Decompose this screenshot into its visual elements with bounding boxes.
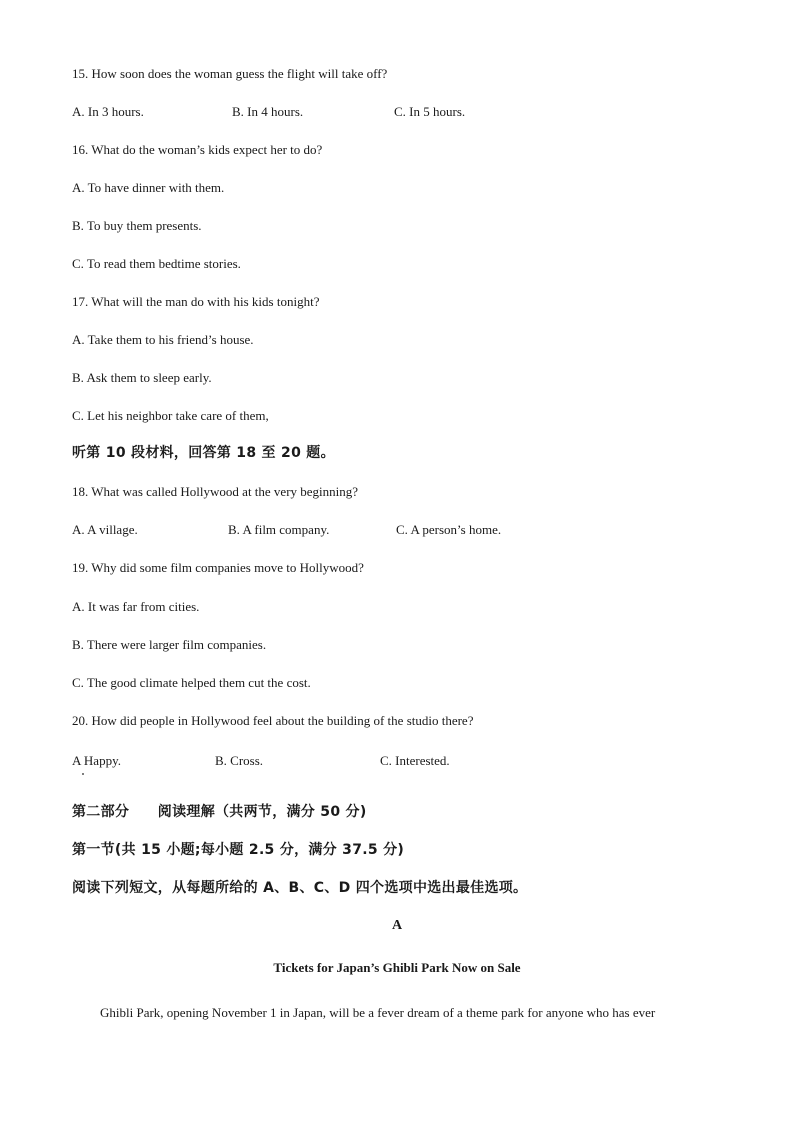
q17-option-b: B. Ask them to sleep early. xyxy=(72,370,212,385)
q18-option-b: B. A film company. xyxy=(228,522,330,537)
q15-option-c: C. In 5 hours. xyxy=(394,104,466,119)
q15-question: 15. How soon does the woman guess the flight will take off? xyxy=(72,66,388,81)
q19-option-c: C. The good climate helped them cut the cost. xyxy=(72,675,311,690)
q19-option-b: B. There were larger film companies. xyxy=(72,637,267,652)
q20-option-b: B. Cross. xyxy=(215,753,264,768)
q16-option-c: C. To read them bedtime stories. xyxy=(72,256,241,271)
part2-section1: 第一节(共 15 小题;每小题 2.5 分，满分 37.5 分) xyxy=(72,842,405,858)
q19-option-a: A. It was far from cities. xyxy=(72,599,200,614)
q16-option-b: B. To buy them presents. xyxy=(72,218,202,233)
passage-letter: A xyxy=(391,918,403,933)
part2-instruction: 阅读下列短文，从每题所给的 A、B、C、D 四个选项中选出最佳选项。 xyxy=(72,880,528,896)
q15-option-a: A. In 3 hours. xyxy=(72,104,144,119)
q20-question: 20. How did people in Hollywood feel about the building of the studio there? xyxy=(72,713,474,728)
q17-question: 17. What will the man do with his kids tonight? xyxy=(72,294,320,309)
passage-first-line: Ghibli Park, opening November 1 in Japan, will be a fever dream of a theme park for anyone who has ever xyxy=(100,1005,656,1020)
q18-question: 18. What was called Hollywood at the very beginning? xyxy=(72,484,359,499)
stray-mark xyxy=(82,773,84,775)
q20-option-c: C. Interested. xyxy=(380,753,450,768)
q17-option-a: A. Take them to his friend’s house. xyxy=(72,332,254,347)
part2-heading: 第二部分 阅读理解（共两节，满分 50 分) xyxy=(72,804,367,820)
q18-option-a: A. A village. xyxy=(72,522,138,537)
q16-option-a: A. To have dinner with them. xyxy=(72,180,225,195)
passage-title: Tickets for Japan’s Ghibli Park Now on Sale xyxy=(273,960,521,975)
q19-question: 19. Why did some film companies move to Hollywood? xyxy=(72,560,364,575)
q18-option-c: C. A person’s home. xyxy=(396,522,502,537)
section10-instruction: 听第 10 段材料，回答第 18 至 20 题。 xyxy=(72,445,335,461)
q17-option-c: C. Let his neighbor take care of them, xyxy=(72,408,269,423)
q15-option-b: B. In 4 hours. xyxy=(232,104,304,119)
q20-option-a: A Happy. xyxy=(72,753,121,768)
q16-question: 16. What do the woman’s kids expect her to do? xyxy=(72,142,323,157)
